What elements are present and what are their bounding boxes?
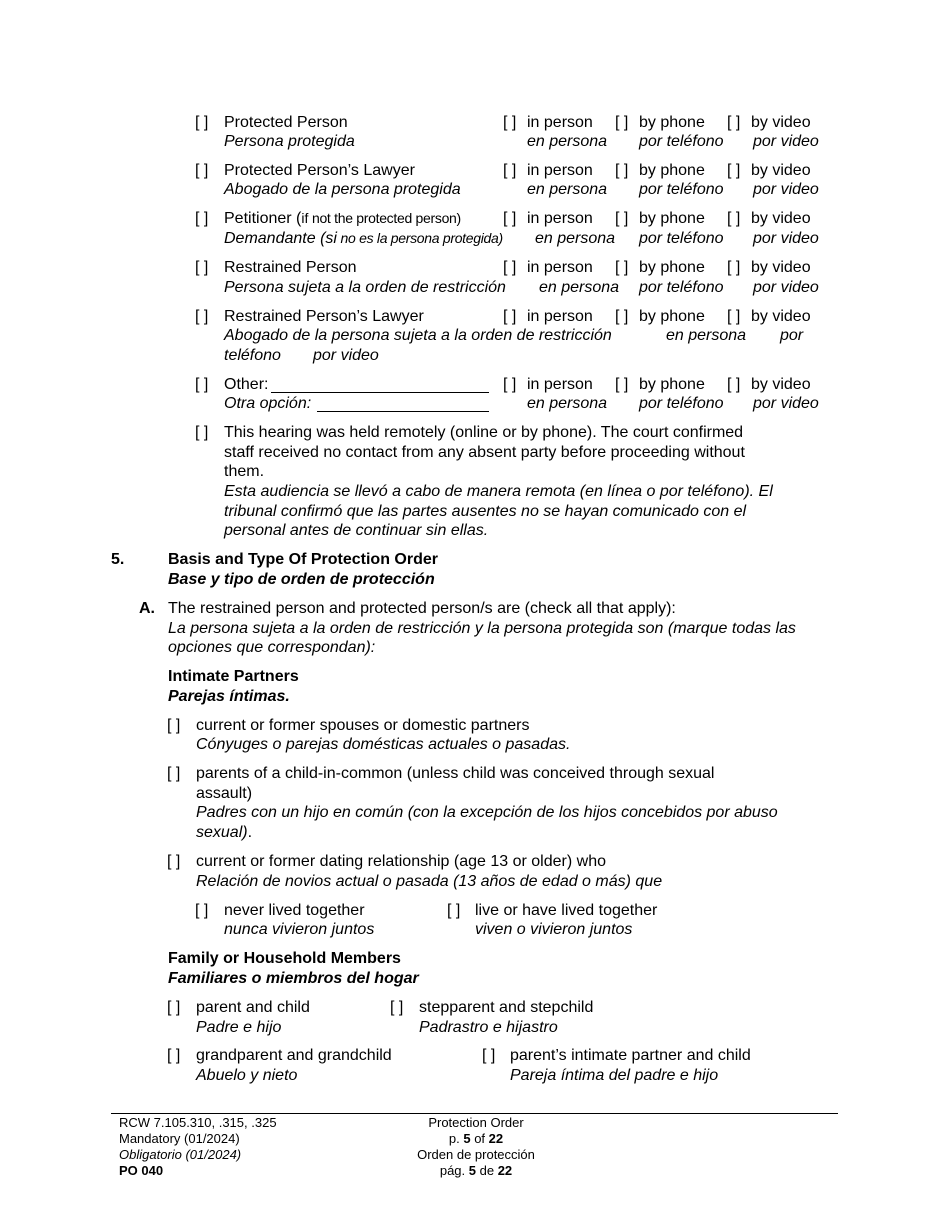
by-video-label: by video: [751, 162, 811, 179]
checkbox[interactable]: [ ]: [195, 114, 209, 131]
by-phone-label: by phone: [639, 114, 705, 131]
by-video-label-es: por video: [753, 279, 819, 296]
checkbox[interactable]: [ ]: [167, 765, 181, 782]
footer-doc-title-es: Orden de protección: [417, 1147, 535, 1162]
checkbox[interactable]: [ ]: [195, 259, 209, 276]
footer-form-number: PO 040: [119, 1163, 164, 1178]
option-label: assault): [196, 785, 253, 802]
party-label-es: Abogado de la persona protegida: [224, 181, 461, 198]
in-person-label: in person: [527, 210, 593, 227]
checkbox-by-video[interactable]: [ ]: [727, 259, 741, 276]
by-video-label-es: por video: [753, 181, 819, 198]
subsection-text-es: opciones que correspondan):: [168, 639, 376, 656]
option-label: parents of a child-in-common (unless child was conceived through sexual: [196, 765, 715, 782]
in-person-label: in person: [527, 114, 593, 131]
party-label: Protected Person’s Lawyer: [224, 162, 415, 179]
party-label-es: Abogado de la persona sujeta a la orden de restricción: [224, 327, 612, 344]
by-phone-label-es: por teléfono: [639, 279, 724, 296]
checkbox-by-video[interactable]: [ ]: [727, 210, 741, 227]
checkbox-in-person[interactable]: [ ]: [503, 114, 517, 131]
party-label-es: Otra opción:: [224, 395, 312, 412]
in-person-label: in person: [527, 259, 593, 276]
option-label: stepparent and stepchild: [419, 999, 594, 1016]
by-phone-label-es: por teléfono: [639, 181, 724, 198]
by-video-label-es: por video: [753, 230, 819, 247]
option-label-es: sexual).: [196, 824, 253, 841]
intimate-partners-heading-es: Parejas íntimas.: [168, 688, 290, 705]
intimate-partners-heading: Intimate Partners: [168, 668, 299, 685]
checkbox[interactable]: [ ]: [167, 717, 181, 734]
remote-text-line-es: tribunal confirmó que las partes ausentes no se hayan comunicado con el: [224, 503, 747, 520]
footer-doc-title: Protection Order: [428, 1115, 524, 1130]
option-label-es: Padrastro e hijastro: [419, 1019, 558, 1036]
footer-rcw: RCW 7.105.310, .315, .325: [119, 1115, 277, 1130]
checkbox-by-phone[interactable]: [ ]: [615, 210, 629, 227]
checkbox[interactable]: [ ]: [195, 162, 209, 179]
option-label-es: Padres con un hijo en común (con la excepción de los hijos concebidos por abuso: [196, 804, 778, 821]
checkbox[interactable]: [ ]: [195, 376, 209, 393]
subsection-text-es: La persona sujeta a la orden de restricción y la persona protegida son (marque todas las: [168, 620, 796, 637]
footer-page-number-es: pág. 5 de 22: [439, 1163, 513, 1178]
party-label: Restrained Person’s Lawyer: [224, 308, 424, 325]
section-title: Basis and Type Of Protection Order: [168, 551, 438, 568]
checkbox-by-video[interactable]: [ ]: [727, 114, 741, 131]
checkbox-by-phone[interactable]: [ ]: [615, 162, 629, 179]
other-input-line-es[interactable]: [317, 397, 489, 412]
checkbox-by-phone[interactable]: [ ]: [615, 259, 629, 276]
option-label-es: Abuelo y nieto: [196, 1067, 298, 1084]
in-person-label-es: en persona: [527, 181, 608, 198]
in-person-label: in person: [527, 308, 593, 325]
checkbox[interactable]: [ ]: [195, 424, 209, 441]
in-person-label-es: en persona: [666, 327, 747, 344]
party-label: Other:: [224, 376, 269, 393]
by-video-label: by video: [751, 210, 811, 227]
by-video-label: by video: [751, 259, 811, 276]
remote-text-line: them.: [224, 463, 265, 480]
by-phone-label-es: por teléfono: [639, 395, 724, 412]
option-label-es: Padre e hijo: [196, 1019, 282, 1036]
by-phone-label: by phone: [639, 210, 705, 227]
by-video-label-es: por video: [313, 347, 379, 364]
section-number: 5.: [111, 551, 125, 568]
checkbox-by-phone[interactable]: [ ]: [615, 114, 629, 131]
party-label: Restrained Person: [224, 259, 357, 276]
by-phone-label: by phone: [639, 259, 705, 276]
checkbox[interactable]: [ ]: [390, 999, 404, 1016]
checkbox[interactable]: [ ]: [447, 902, 461, 919]
by-phone-label-es: por teléfono: [639, 230, 724, 247]
by-video-label: by video: [751, 308, 811, 325]
party-label-es: Demandante (si no es la persona protegida): [224, 230, 503, 247]
by-phone-label: by phone: [639, 376, 705, 393]
in-person-label: in person: [527, 376, 593, 393]
remote-text-line-es: Esta audiencia se llevó a cabo de manera remota (en línea o por teléfono). El: [224, 483, 773, 500]
party-label: Protected Person: [224, 114, 348, 131]
remote-text-line: staff received no contact from any absent party before proceeding without: [224, 444, 745, 461]
option-label: grandparent and grandchild: [196, 1047, 392, 1064]
in-person-label-es: en persona: [527, 133, 608, 150]
checkbox[interactable]: [ ]: [167, 999, 181, 1016]
by-phone-label: by phone: [639, 162, 705, 179]
footer-page-number: p. 5 of 22: [448, 1131, 504, 1146]
family-heading-es: Familiares o miembros del hogar: [168, 970, 419, 987]
by-video-label-es: por video: [753, 395, 819, 412]
by-phone-label-es: por teléfono: [639, 133, 724, 150]
by-video-label-es: por video: [753, 133, 819, 150]
checkbox[interactable]: [ ]: [167, 1047, 181, 1064]
checkbox[interactable]: [ ]: [195, 902, 209, 919]
checkbox-in-person[interactable]: [ ]: [503, 210, 517, 227]
option-label-es: Cónyuges o parejas domésticas actuales o pasadas.: [196, 736, 571, 753]
option-label-es: Relación de novios actual o pasada (13 años de edad o más) que: [196, 873, 663, 890]
option-label: parent and child: [196, 999, 310, 1016]
checkbox-by-phone[interactable]: [ ]: [615, 308, 629, 325]
option-label-es: Pareja íntima del padre e hijo: [510, 1067, 719, 1084]
option-label: never lived together: [224, 902, 365, 919]
option-label: live or have lived together: [475, 902, 658, 919]
party-label-es: Persona protegida: [224, 133, 355, 150]
party-label: Petitioner (if not the protected person): [224, 210, 461, 227]
option-label: parent’s intimate partner and child: [510, 1047, 751, 1064]
family-heading: Family or Household Members: [168, 950, 401, 967]
checkbox-in-person[interactable]: [ ]: [503, 376, 517, 393]
by-phone-label-es-part: por: [780, 327, 804, 344]
checkbox[interactable]: [ ]: [195, 308, 209, 325]
in-person-label-es: en persona: [527, 395, 608, 412]
checkbox-by-phone[interactable]: [ ]: [615, 376, 629, 393]
page-footer: [111, 1113, 838, 1114]
checkbox-in-person[interactable]: [ ]: [503, 162, 517, 179]
checkbox-by-video[interactable]: [ ]: [727, 308, 741, 325]
by-phone-label: by phone: [639, 308, 705, 325]
checkbox-in-person[interactable]: [ ]: [503, 308, 517, 325]
by-phone-label-es-wrap: teléfono: [224, 347, 281, 364]
option-label-es: nunca vivieron juntos: [224, 921, 375, 938]
party-label-es: Persona sujeta a la orden de restricción: [224, 279, 506, 296]
in-person-label: in person: [527, 162, 593, 179]
checkbox-by-video[interactable]: [ ]: [727, 162, 741, 179]
option-label-es: viven o vivieron juntos: [475, 921, 633, 938]
checkbox-by-video[interactable]: [ ]: [727, 376, 741, 393]
option-label: current or former spouses or domestic partners: [196, 717, 530, 734]
subsection-text: The restrained person and protected person/s are (check all that apply):: [168, 600, 676, 617]
checkbox[interactable]: [ ]: [167, 853, 181, 870]
subsection-label: A.: [139, 600, 155, 617]
checkbox[interactable]: [ ]: [195, 210, 209, 227]
other-input-line[interactable]: [271, 378, 489, 393]
remote-text-line: This hearing was held remotely (online or by phone). The court confirmed: [224, 424, 744, 441]
footer-mandatory-es: Obligatorio (01/2024): [119, 1147, 242, 1162]
section-title-es: Base y tipo de orden de protección: [168, 571, 435, 588]
in-person-label-es: en persona: [539, 279, 620, 296]
option-label: current or former dating relationship (age 13 or older) who: [196, 853, 606, 870]
by-video-label: by video: [751, 114, 811, 131]
by-video-label: by video: [751, 376, 811, 393]
checkbox[interactable]: [ ]: [482, 1047, 496, 1064]
in-person-label-es: en persona: [535, 230, 616, 247]
remote-text-line-es: personal antes de continuar sin ellas.: [224, 522, 489, 539]
checkbox-in-person[interactable]: [ ]: [503, 259, 517, 276]
footer-mandatory: Mandatory (01/2024): [119, 1131, 240, 1146]
